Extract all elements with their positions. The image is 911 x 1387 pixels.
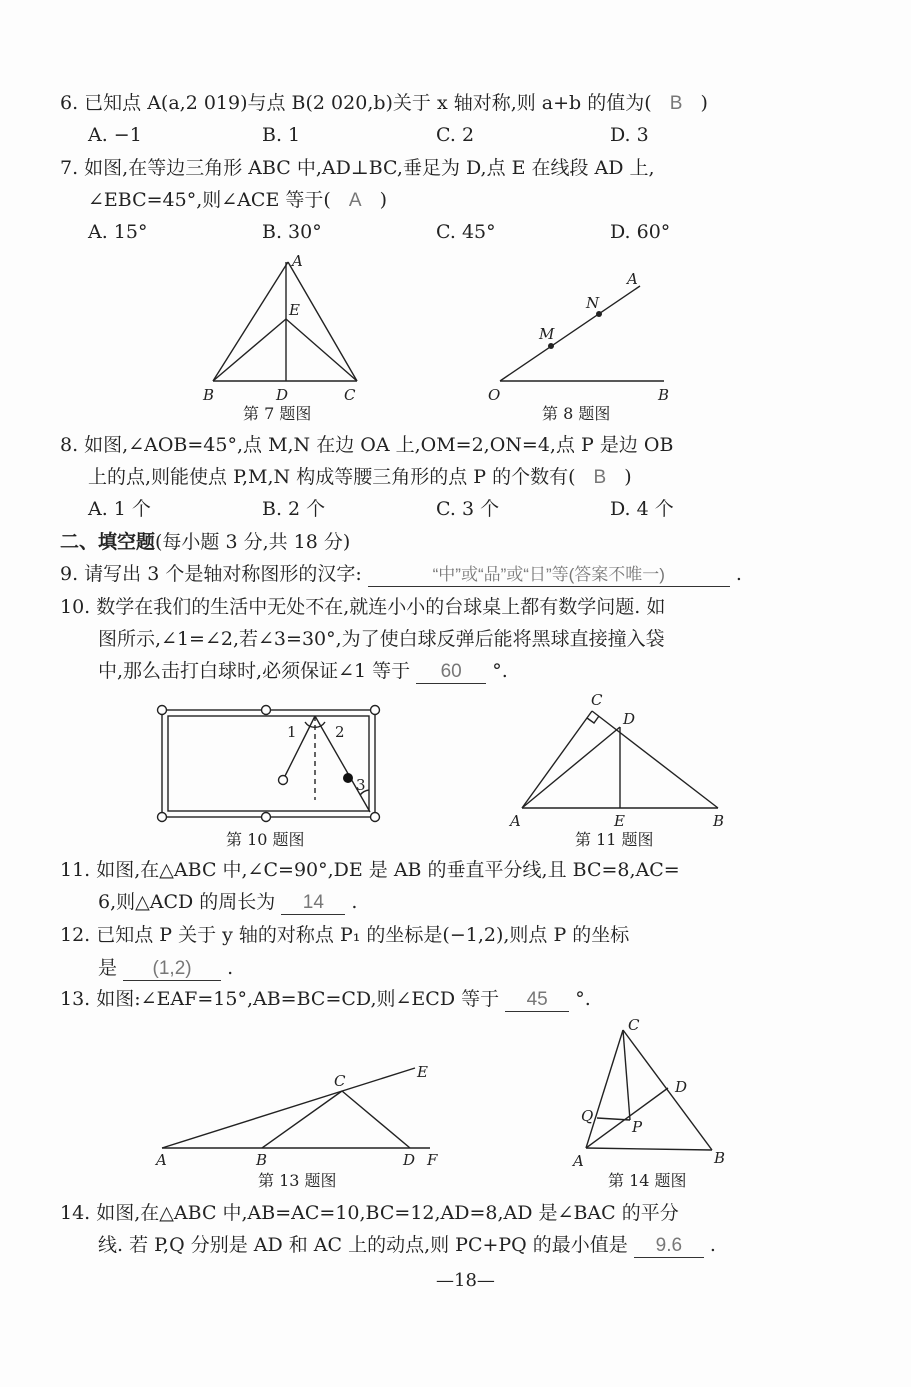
fig8-label-o: O bbox=[488, 386, 501, 404]
q8-stem-line1: 8. 如图,∠AOB=45°,点 M,N 在边 OA 上,OM=2,ON=4,点 P 是边 OB bbox=[60, 434, 674, 456]
fig10-black-ball bbox=[343, 773, 353, 783]
q8-stem-line2: 上的点,则能使点 P,M,N 构成等腰三角形的点 P 的个数有( B ) bbox=[88, 466, 632, 488]
fig14-label-b: B bbox=[714, 1149, 726, 1167]
q12-stem-line2: 是 (1,2) . bbox=[98, 957, 234, 979]
q8-option-c: C. 3 个 bbox=[436, 498, 500, 520]
fig10-pocket bbox=[371, 706, 380, 715]
q7-option-b: B. 30° bbox=[262, 221, 322, 243]
q7-option-d: D. 60° bbox=[610, 221, 671, 243]
figure-8 bbox=[500, 286, 664, 381]
fig13-label-c: C bbox=[334, 1072, 346, 1090]
q14-stem-line1: 14. 如图,在△ABC 中,AB=AC=10,BC=12,AD=8,AD 是∠BAC 的平分 bbox=[60, 1202, 679, 1224]
fig10-caption: 第 10 题图 bbox=[226, 830, 305, 849]
fig7-label-d: D bbox=[276, 386, 289, 404]
q14-stem-line2: 线. 若 P,Q 分别是 AD 和 AC 上的动点,则 PC+PQ 的最小值是 9.6 . bbox=[98, 1234, 716, 1256]
q8-option-b: B. 2 个 bbox=[262, 498, 326, 520]
fig8-label-b: B bbox=[658, 386, 670, 404]
fig10-pocket bbox=[371, 813, 380, 822]
section-2-title: 二、填空题 bbox=[60, 531, 156, 553]
q9-answer-blank: “中”或“品”或“日”等(答案不唯一) bbox=[368, 564, 730, 587]
fig14-side-ac bbox=[586, 1030, 623, 1148]
fig13-label-a: A bbox=[156, 1151, 167, 1169]
page-number: —18— bbox=[436, 1270, 495, 1291]
fig8-caption: 第 8 题图 bbox=[542, 404, 611, 423]
fig7-label-b: B bbox=[203, 386, 215, 404]
q7-answer: A bbox=[348, 190, 362, 211]
fig11-label-d: D bbox=[623, 710, 636, 728]
fig11-label-c: C bbox=[591, 691, 603, 709]
fig10-pocket bbox=[158, 813, 167, 822]
q10-stem-line3: 中,那么击打白球时,必须保证∠1 等于 60 °. bbox=[98, 660, 508, 682]
q10-stem-line2: 图所示,∠1=∠2,若∠3=30°,为了使白球反弹后能将黑球直接撞入袋 bbox=[98, 628, 665, 650]
fig7-caption: 第 7 题图 bbox=[243, 404, 312, 423]
q10-stem-line1: 10. 数学在我们的生活中无处不在,就连小小的台球桌上都有数学问题. 如 bbox=[60, 596, 666, 618]
fig7-segment-be bbox=[213, 319, 286, 381]
fig8-ray-oa bbox=[500, 286, 640, 381]
figure-14 bbox=[586, 1030, 712, 1150]
fig10-pocket bbox=[158, 706, 167, 715]
fig14-label-a: A bbox=[573, 1152, 584, 1170]
fig14-caption: 第 14 题图 bbox=[608, 1171, 687, 1190]
q14-answer-blank: 9.6 bbox=[634, 1235, 704, 1258]
q8-option-d: D. 4 个 bbox=[610, 498, 674, 520]
q11-answer-blank: 14 bbox=[281, 892, 345, 915]
fig11-label-e: E bbox=[614, 812, 625, 830]
q10-answer-blank: 60 bbox=[416, 661, 486, 684]
q8-answer: B bbox=[593, 467, 607, 488]
fig11-side-cb bbox=[592, 711, 718, 808]
q13-answer-blank: 45 bbox=[505, 989, 569, 1012]
fig13-label-b: B bbox=[256, 1151, 268, 1169]
fig14-label-p: P bbox=[632, 1118, 643, 1136]
fig14-segment-qp bbox=[597, 1118, 630, 1120]
fig11-label-a: A bbox=[510, 812, 521, 830]
q6-option-c: C. 2 bbox=[436, 124, 475, 146]
q6-stem: 6. 已知点 A(a,2 019)与点 B(2 020,b)关于 x 轴对称,则 a+b 的值为( B ) bbox=[60, 92, 708, 114]
figure-10 bbox=[158, 706, 380, 822]
fig7-side-ab bbox=[213, 262, 288, 381]
figure-13 bbox=[162, 1068, 430, 1148]
fig13-segment-bc bbox=[262, 1091, 342, 1148]
q13-stem: 13. 如图:∠EAF=15°,AB=BC=CD,则∠ECD 等于 45 °. bbox=[60, 988, 591, 1010]
fig11-right-angle-mark bbox=[587, 716, 599, 723]
fig14-side-ab bbox=[586, 1148, 712, 1150]
section-2-note: (每小题 3 分,共 18 分) bbox=[155, 531, 351, 553]
fig7-side-ac bbox=[288, 262, 357, 381]
q7-option-a: A. 15° bbox=[88, 221, 148, 243]
q12-stem-line1: 12. 已知点 P 关于 y 轴的对称点 P₁ 的坐标是(−1,2),则点 P 的坐标 bbox=[60, 924, 630, 946]
fig14-label-c: C bbox=[628, 1016, 640, 1034]
q8-option-a: A. 1 个 bbox=[88, 498, 151, 520]
figure-11 bbox=[522, 711, 718, 808]
q11-stem-line1: 11. 如图,在△ABC 中,∠C=90°,DE 是 AB 的垂直平分线,且 BC=8,AC= bbox=[60, 859, 680, 881]
fig10-label-3: 3 bbox=[356, 776, 366, 794]
section-2-heading bbox=[60, 529, 350, 555]
fig7-label-e: E bbox=[289, 301, 300, 319]
q9-stem: 9. 请写出 3 个是轴对称图形的汉字: “中”或“品”或“日”等(答案不唯一) . bbox=[60, 563, 742, 585]
q7-option-c: C. 45° bbox=[436, 221, 496, 243]
fig7-label-a: A bbox=[292, 252, 303, 270]
fig8-label-a: A bbox=[627, 270, 638, 288]
fig13-ray-ae bbox=[162, 1068, 415, 1148]
fig14-label-d: D bbox=[675, 1078, 688, 1096]
fig13-label-d: D bbox=[403, 1151, 416, 1169]
fig13-label-e: E bbox=[417, 1063, 428, 1081]
q12-answer-blank: (1,2) bbox=[123, 958, 221, 981]
fig8-point-m bbox=[548, 343, 554, 349]
fig14-label-q: Q bbox=[581, 1107, 594, 1125]
fig10-pocket bbox=[262, 813, 271, 822]
q6-answer: B bbox=[669, 93, 683, 114]
fig8-label-m: M bbox=[539, 325, 555, 343]
q11-stem-line2: 6,则△ACD 的周长为 14 . bbox=[98, 891, 358, 913]
q7-stem-line2: ∠EBC=45°,则∠ACE 等于( A ) bbox=[88, 189, 387, 211]
q6-option-d: D. 3 bbox=[610, 124, 649, 146]
fig13-label-f: F bbox=[427, 1151, 438, 1169]
fig10-white-ball bbox=[279, 776, 288, 785]
figure-7 bbox=[213, 262, 357, 381]
fig11-label-b: B bbox=[713, 812, 725, 830]
fig13-segment-cd bbox=[342, 1091, 410, 1148]
fig11-caption: 第 11 题图 bbox=[575, 830, 654, 849]
fig13-caption: 第 13 题图 bbox=[258, 1171, 337, 1190]
q6-option-a: A. −1 bbox=[88, 124, 142, 146]
q7-stem-line1: 7. 如图,在等边三角形 ABC 中,AD⊥BC,垂足为 D,点 E 在线段 AD 上, bbox=[60, 157, 655, 179]
fig8-label-n: N bbox=[586, 294, 600, 312]
fig7-label-c: C bbox=[344, 386, 356, 404]
fig7-segment-ce bbox=[286, 319, 357, 381]
fig10-pocket bbox=[262, 706, 271, 715]
fig10-label-2: 2 bbox=[335, 723, 345, 741]
fig14-segment-cp bbox=[623, 1030, 630, 1120]
fig10-label-1: 1 bbox=[287, 723, 297, 741]
q6-option-b: B. 1 bbox=[262, 124, 301, 146]
